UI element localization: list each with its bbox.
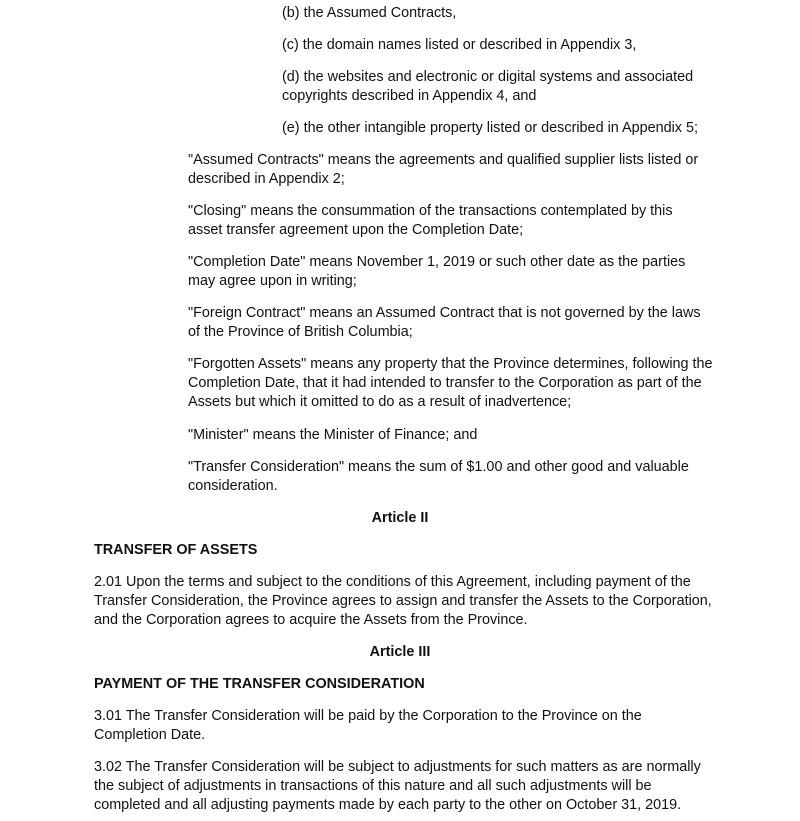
definition-forgotten-assets: "Forgotten Assets" means any property that the Province determines, following the Completion Date, that it had intended to transfer to the Corporation as part of the Assets but which it omitted to do as a result of inadvertence;: [188, 356, 713, 410]
section-3-02: 3.02 The Transfer Consideration will be subject to adjustments for such matters as are normally the subject of adjustments in transactions of this nature and all such adjustments will be completed and all adjusting payments made by each party to the other on October 31, 2019.: [94, 759, 701, 813]
list-item-c: (c) the domain names listed or described in Appendix 3,: [282, 37, 637, 53]
list-item-b: (b) the Assumed Contracts,: [282, 5, 457, 21]
article-2-heading: TRANSFER OF ASSETS: [94, 542, 258, 558]
section-2-01: 2.01 Upon the terms and subject to the conditions of this Agreement, including payment of the Transfer Consideration, the Province agrees to assign and transfer the Assets to the Corporation, and the Corporation agrees to acquire the Assets from the Province.: [94, 574, 712, 628]
definition-foreign-contract: "Foreign Contract" means an Assumed Contract that is not governed by the laws of the Province of British Columbia;: [188, 305, 701, 340]
section-3-01: 3.01 The Transfer Consideration will be paid by the Corporation to the Province on the Completion Date.: [94, 708, 642, 743]
definition-completion-date: "Completion Date" means November 1, 2019 or such other date as the parties may agree upon in writing;: [188, 254, 686, 289]
list-item-e: (e) the other intangible property listed or described in Appendix 5;: [282, 120, 698, 136]
definition-assumed-contracts: "Assumed Contracts" means the agreements and qualified supplier lists listed or described in Appendix 2;: [188, 152, 699, 187]
definition-closing: "Closing" means the consummation of the transactions contemplated by this asset transfer agreement upon the Completion Date;: [188, 203, 673, 238]
definition-transfer-consideration: "Transfer Consideration" means the sum of $1.00 and other good and valuable consideration.: [188, 459, 689, 494]
article-3-title: Article III: [369, 644, 431, 660]
list-item-d: (d) the websites and electronic or digital systems and associated copyrights described in Appendix 4, and: [282, 69, 694, 104]
article-2-title: Article II: [371, 510, 429, 526]
article-3-heading: PAYMENT OF THE TRANSFER CONSIDERATION: [94, 676, 425, 692]
definition-minister: "Minister" means the Minister of Finance; and: [188, 427, 478, 443]
